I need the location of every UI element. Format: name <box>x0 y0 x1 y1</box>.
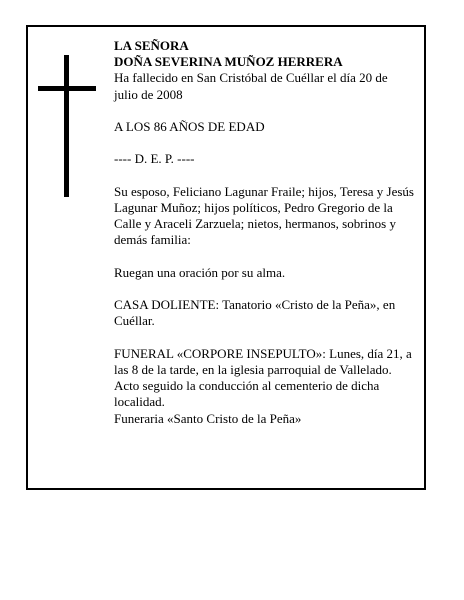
obituary-text <box>114 38 414 427</box>
funeral-home: Funeraria «Santo Cristo de la Peña» <box>114 410 302 426</box>
mourning-house: CASA DOLIENTE: Tanatorio «Cristo de la Peña», en Cuéllar. <box>114 297 396 329</box>
rip-line: ---- D. E. P. ---- <box>114 151 195 167</box>
cross-vertical-bar <box>64 55 69 197</box>
cross-horizontal-bar <box>38 86 96 91</box>
title-line-1: LA SEÑORA <box>114 38 189 53</box>
death-announcement: Ha fallecido en San Cristóbal de Cuéllar el día 20 de julio de 2008 <box>114 70 388 102</box>
family-paragraph: Su esposo, Feliciano Lagunar Fraile; hijos, Teresa y Jesús Lagunar Muñoz; hijos políticos, Pedro Gregorio de la Calle y Araceli Zarzuela; nietos, hermanos, sobrinos y demás familia: <box>114 183 414 248</box>
deceased-name: DOÑA SEVERINA MUÑOZ HERRERA <box>114 54 343 70</box>
prayer-line: Ruegan una oración por su alma. <box>114 264 286 280</box>
funeral-paragraph: FUNERAL «CORPORE INSEPULTO»: Lunes, día 21, a las 8 de la tarde, en la iglesia parroquial de Vallelado. Acto seguido la conducción al cementerio de dicha localidad. <box>114 345 412 410</box>
cross-icon <box>38 55 96 197</box>
age-line: A LOS 86 AÑOS DE EDAD <box>114 119 265 134</box>
